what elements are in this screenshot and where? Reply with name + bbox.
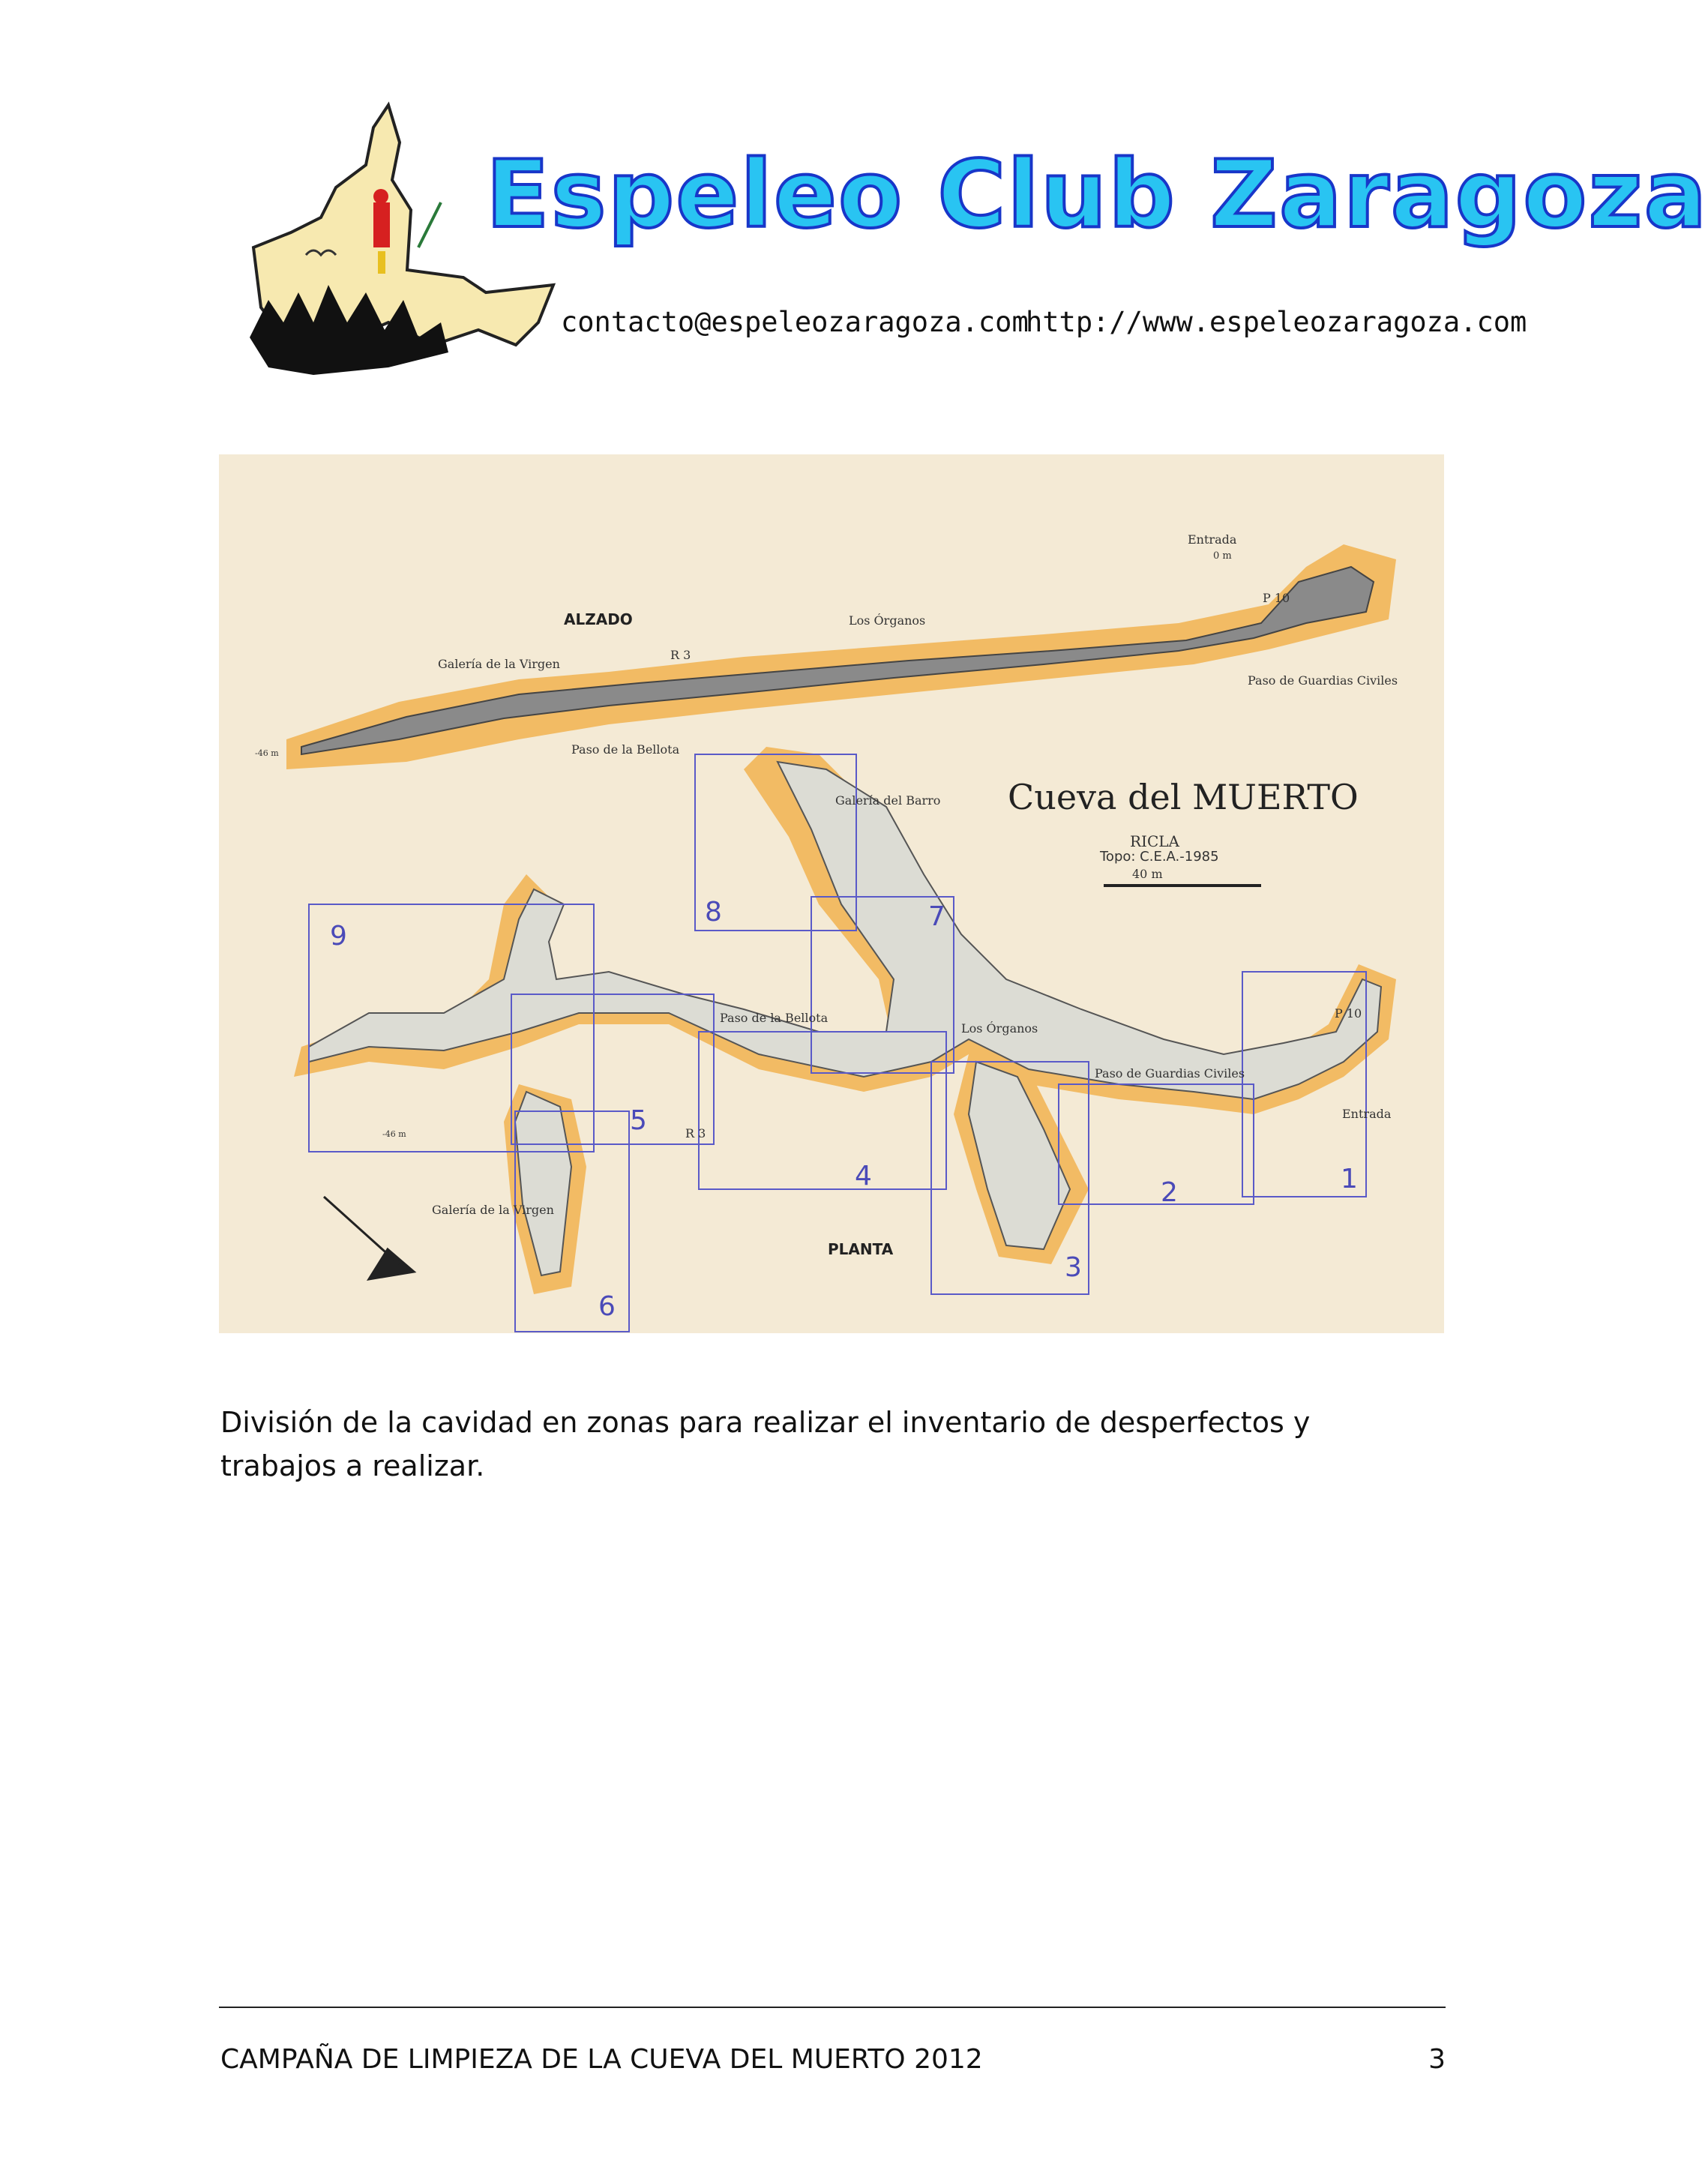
map-subtitle: RICLA — [1130, 832, 1179, 850]
label-galeria-barro: Galería del Barro — [835, 793, 941, 808]
zone-label-2: 2 — [1161, 1177, 1178, 1208]
zone-label-7: 7 — [928, 901, 945, 932]
label-galeria-virgen-plan: Galería de la Virgen — [432, 1203, 554, 1217]
map-title: Cueva del MUERTO — [1008, 777, 1359, 817]
section-plan: PLANTA — [828, 1240, 894, 1258]
label-p10-plan: P 10 — [1335, 1006, 1362, 1021]
page-number: 3 — [1428, 2044, 1446, 2075]
label-depth-top: -46 m — [255, 748, 279, 758]
header-logo-block — [238, 97, 1708, 390]
label-r3-top: R 3 — [670, 648, 691, 662]
zone-label-1: 1 — [1341, 1164, 1358, 1194]
footer-title: CAMPAÑA DE LIMPIEZA DE LA CUEVA DEL MUERTO 2012 — [220, 2044, 983, 2075]
label-entrada-top: Entrada — [1188, 532, 1237, 547]
north-arrow-icon — [324, 1197, 414, 1279]
label-p10-top: P 10 — [1263, 591, 1290, 605]
website-url: http://www.espeleozaragoza.com — [1026, 306, 1527, 338]
zone-label-6: 6 — [598, 1291, 616, 1322]
zone-label-8: 8 — [705, 897, 722, 928]
contact-email: contacto@espeleozaragoza.com — [561, 306, 1029, 338]
label-paso-guardias-top: Paso de Guardias Civiles — [1248, 673, 1398, 688]
label-paso-bellota-plan: Paso de la Bellota — [720, 1011, 829, 1025]
map-scale-label: 40 m — [1132, 867, 1163, 881]
label-galeria-virgen-top: Galería de la Virgen — [438, 657, 560, 671]
label-organos-plan: Los Órganos — [961, 1021, 1038, 1036]
map-topo: Topo: C.E.A.-1985 — [1100, 849, 1219, 865]
label-r3-plan: R 3 — [685, 1126, 706, 1140]
zone-label-5: 5 — [630, 1105, 647, 1136]
zone-label-4: 4 — [855, 1161, 872, 1191]
footer-divider — [219, 2007, 1446, 2008]
cave-map — [219, 454, 1444, 1333]
section-elevation: ALZADO — [564, 610, 633, 628]
label-depth-plan: -46 m — [382, 1129, 406, 1139]
map-caption: División de la cavidad en zonas para realizar el inventario de desperfectos y trabajos a realizar. — [220, 1406, 1311, 1482]
label-organos-top: Los Órganos — [849, 613, 926, 628]
cave-map-drawing — [219, 454, 1444, 1333]
zone-label-9: 9 — [330, 921, 347, 952]
label-zero: 0 m — [1213, 550, 1232, 562]
label-paso-guardias-plan: Paso de Guardias Civiles — [1095, 1066, 1245, 1081]
label-entrada-plan: Entrada — [1342, 1107, 1392, 1121]
label-paso-bellota-top: Paso de la Bellota — [571, 742, 680, 757]
zone-label-3: 3 — [1065, 1252, 1082, 1283]
club-name: Espeleo Club Zaragoza — [486, 141, 1708, 249]
plan-cave — [309, 762, 1381, 1275]
